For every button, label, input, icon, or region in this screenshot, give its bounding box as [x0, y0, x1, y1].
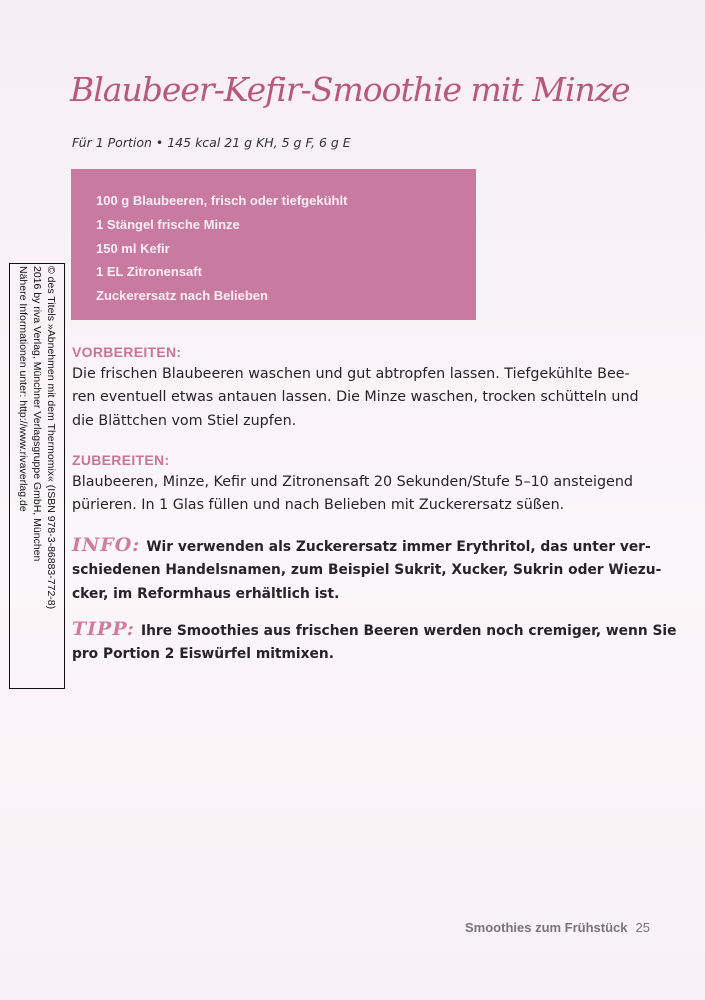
copyright-notice [9, 263, 65, 689]
info-section [72, 534, 662, 606]
info-line-first: Wir verwenden als Zuckerersatz immer Erythritol, das unter ver- [146, 539, 651, 555]
text-line: die Blättchen vom Stiel zupfen. [72, 412, 297, 429]
copyright-line: © des Titels »Abnehmen mit dem Thermomix« (ISBN 978-3-86883-772-8) [45, 266, 57, 610]
text-line [72, 534, 651, 559]
make-section [72, 452, 632, 518]
ingredient-item: 1 Stängel frische Minze [96, 216, 240, 232]
prepare-text [72, 363, 639, 433]
ingredient-item: 100 g Blaubeeren, frisch oder tiefgekühlt [96, 193, 348, 208]
ingredient-item: 150 ml Kefir [96, 240, 170, 256]
text-line: cker, im Reformhaus erhältlich ist. [72, 585, 340, 602]
chapter-title: Smoothies zum Frühstück [465, 920, 628, 935]
page-number: 25 [635, 920, 650, 935]
tip-section [72, 618, 677, 667]
recipe-nutrition: Für 1 Portion • 145 kcal 21 g KH, 5 g F, 6 g E [72, 135, 351, 150]
page-footer [465, 920, 650, 935]
prepare-section [72, 344, 639, 433]
text-line: ren eventuell etwas antauen lassen. Die Minze waschen, trocken schütteln und [72, 389, 639, 406]
text-line: pro Portion 2 Eiswürfel mitmixen. [72, 646, 334, 663]
tip-text [72, 618, 677, 667]
text-line [72, 618, 677, 643]
info-tag: INFO: [72, 534, 141, 556]
recipe-title: Blaubeer-Kefir-Smoothie mit Minze [70, 70, 630, 109]
ingredient-item: 1 EL Zitronensaft [96, 264, 202, 280]
ingredients-box [71, 169, 476, 320]
make-text [72, 471, 632, 518]
copyright-line: Nähere Informationen unter: http://www.rivaverlag.de [17, 266, 29, 512]
tip-line-first: Ihre Smoothies aus frischen Beeren werden noch cremiger, wenn Sie [140, 623, 677, 639]
text-line: Die frischen Blaubeeren waschen und gut abtropfen lassen. Tiefgekühlte Bee- [72, 366, 630, 382]
tip-tag: TIPP: [72, 618, 135, 640]
info-text [72, 534, 662, 606]
make-heading: ZUBEREITEN: [72, 452, 170, 468]
text-line: pürieren. In 1 Glas füllen und nach Belieben mit Zuckerersatz süßen. [72, 497, 565, 514]
copyright-text [16, 266, 58, 686]
copyright-line: 2016 by riva Verlag, Münchner Verlagsgruppe GmbH, München [31, 266, 43, 562]
text-line: Blaubeeren, Minze, Kefir und Zitronensaft 20 Sekunden/Stufe 5–10 ansteigend [72, 474, 633, 490]
text-line: schiedenen Handelsnamen, zum Beispiel Sukrit, Xucker, Sukrin oder Wiezu- [72, 562, 662, 579]
prepare-heading: VORBEREITEN: [72, 344, 182, 360]
ingredient-item: Zuckerersatz nach Belieben [96, 288, 268, 304]
